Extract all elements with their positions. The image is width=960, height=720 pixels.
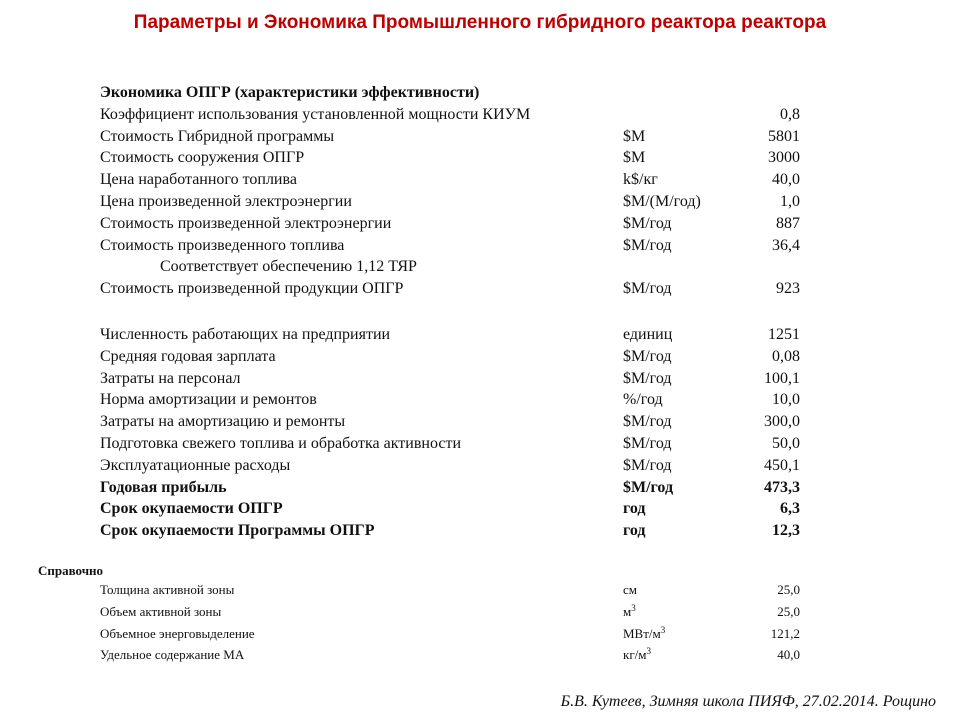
row-label: Численность работающих на предприятии — [100, 325, 391, 343]
row-unit: %/год — [623, 391, 663, 409]
row-value: 1251 — [768, 325, 800, 343]
row-label: Стоимость произведенного топлива — [100, 236, 345, 254]
row-unit: $M/год — [623, 413, 672, 431]
row-label: Толщина активной зоны — [100, 582, 235, 597]
row-unit: $M/год — [623, 434, 672, 452]
row-value: 450,1 — [764, 456, 800, 474]
row-label: Стоимость произведенной электроэнергии — [100, 214, 392, 232]
row-label: Коэффициент использования установленной мощности КИУМ — [100, 105, 531, 123]
row-value: 6,3 — [780, 500, 800, 518]
row-label: Затраты на персонал — [100, 369, 241, 387]
row-unit: $M/год — [623, 369, 672, 387]
row-value: 12,3 — [772, 522, 800, 540]
unit-text: м — [623, 603, 632, 619]
row-unit: $M/год — [623, 214, 672, 232]
row-value: 40,0 — [777, 647, 800, 663]
row-value: 121,2 — [770, 625, 800, 641]
unit-text: кг/м — [623, 647, 647, 663]
unit-superscript: 3 — [631, 602, 636, 613]
row-unit: $M/год — [623, 347, 672, 365]
row-unit: $M — [623, 149, 646, 167]
row-label: Стоимость сооружения ОПГР — [100, 149, 305, 167]
row-label: Эксплуатационные расходы — [100, 456, 291, 474]
row-unit: год — [623, 500, 646, 518]
row-unit: год — [623, 522, 646, 540]
row-label: Подготовка свежего топлива и обработка активности — [100, 434, 462, 452]
row-unit: $M/(M/год) — [623, 192, 701, 210]
row-unit: $M/год — [623, 478, 674, 496]
row-value: 25,0 — [777, 603, 800, 619]
row-label: Стоимость Гибридной программы — [100, 127, 335, 145]
row-value: 923 — [776, 280, 800, 298]
row-value: 5801 — [768, 127, 800, 145]
row-unit: $M — [623, 127, 646, 145]
footer-credit: Б.В. Кутеев, Зимняя школа ПИЯФ, 27.02.2014. Рощино — [560, 693, 936, 710]
row-unit: $M/год — [623, 456, 672, 474]
row-value: 1,0 — [780, 192, 800, 210]
row-value: 0,08 — [772, 347, 800, 365]
reference-heading: Справочно — [38, 563, 104, 578]
row-label: Срок окупаемости Программы ОПГР — [100, 522, 375, 540]
row-unit: единиц — [623, 325, 673, 343]
row-label: Норма амортизации и ремонтов — [100, 391, 317, 409]
unit-text: МВт/м — [623, 625, 661, 641]
unit-superscript: 3 — [660, 624, 666, 635]
row-value: 3000 — [768, 149, 800, 167]
row-label: Соответствует обеспечению 1,12 ТЯР — [160, 258, 417, 276]
row-value: 100,1 — [764, 369, 800, 387]
slide-title: Параметры и Экономика Промышленного гибридного реактора реактора — [133, 12, 827, 33]
row-label: Затраты на амортизацию и ремонты — [100, 413, 346, 431]
row-value: 25,0 — [777, 582, 800, 597]
unit-text: см — [623, 582, 637, 597]
row-value: 50,0 — [772, 434, 800, 452]
row-label: Объем активной зоны — [100, 603, 222, 619]
row-value: 473,3 — [764, 478, 800, 496]
economics-heading-label: Экономика ОПГР (характеристики эффективности) — [100, 84, 480, 101]
row-value: 0,8 — [780, 105, 800, 123]
row-value: 887 — [776, 214, 800, 232]
row-unit: k$/кг — [623, 171, 658, 189]
row-value: 36,4 — [772, 236, 800, 254]
unit-superscript: 3 — [646, 646, 651, 657]
row-value: 10,0 — [772, 391, 800, 409]
row-label: Цена произведенной электроэнергии — [100, 192, 352, 210]
row-label: Средняя годовая зарплата — [100, 347, 276, 365]
row-unit: $M/год — [623, 236, 672, 254]
row-label: Стоимость произведенной продукции ОПГР — [100, 280, 404, 298]
row-label: Срок окупаемости ОПГР — [100, 500, 283, 518]
row-value: 40,0 — [772, 171, 800, 189]
row-label: Годовая прибыль — [100, 478, 227, 496]
row-label: Удельное содержание МА — [100, 647, 245, 663]
row-label: Объемное энерговыделение — [100, 625, 255, 641]
row-value: 300,0 — [764, 413, 800, 431]
row-unit: $M/год — [623, 280, 672, 298]
row-label: Цена наработанного топлива — [100, 171, 297, 189]
